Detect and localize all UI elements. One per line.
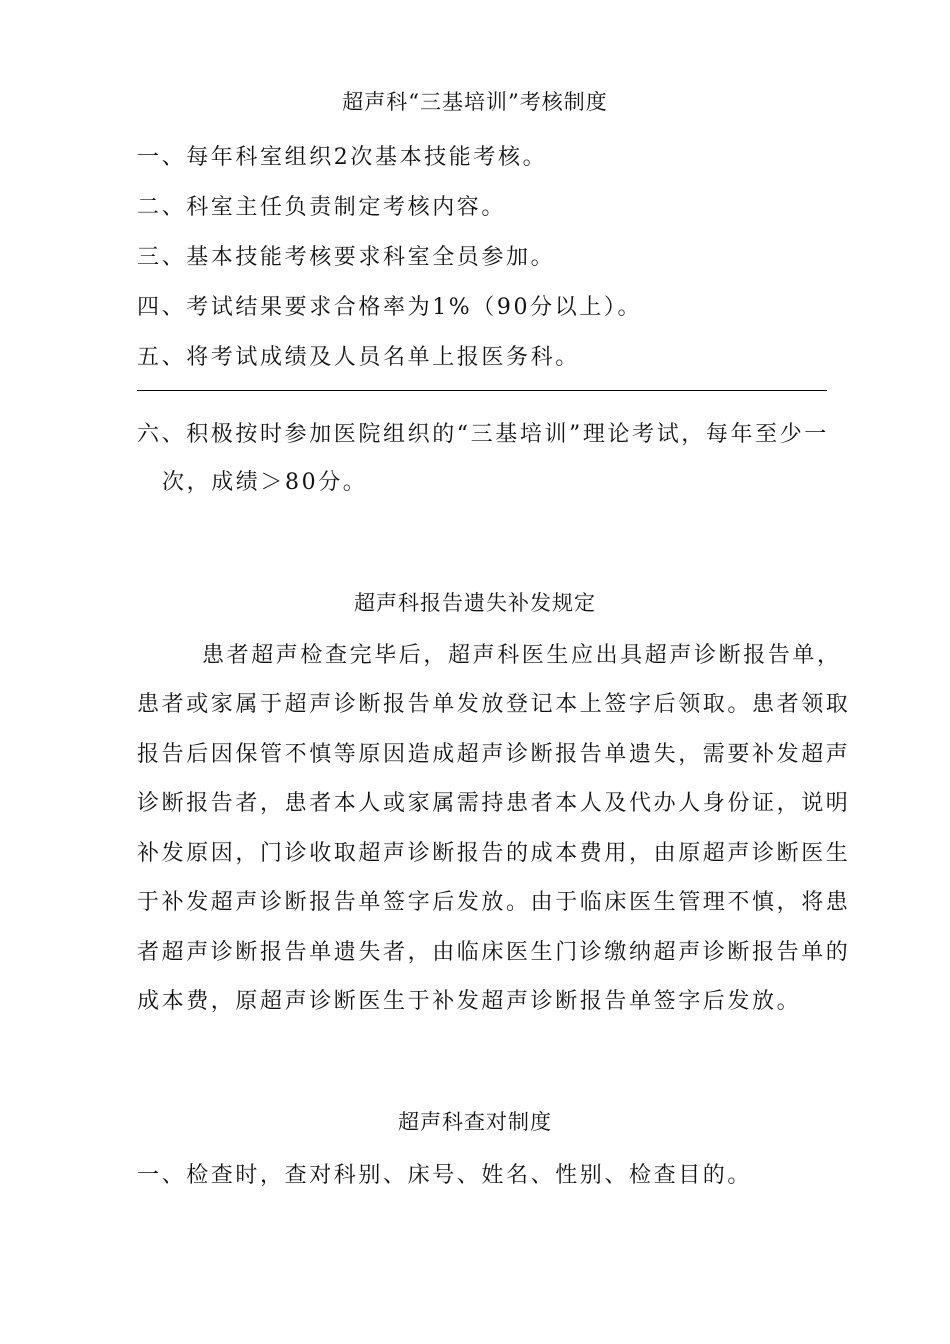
section2-line-5: 补发原因，门诊收取超声诊断报告的成本费用，由原超声诊断医生	[137, 841, 851, 866]
section3-title: 超声科查对制度	[398, 1110, 552, 1134]
section3-item-1: 一、检查时，查对科别、床号、姓名、性别、检查目的。	[137, 1163, 753, 1188]
section2-line-7: 者超声诊断报告单遗失者，由临床医生门诊缴纳超声诊断报告单的	[137, 940, 851, 965]
section1-item-6-line2: 次，成绩＞80分。	[162, 470, 368, 495]
section2-line-8: 成本费，原超声诊断医生于补发超声诊断报告单签字后发放。	[137, 989, 802, 1014]
section2-line-3: 报告后因保管不慎等原因造成超声诊断报告单遗失，需要补发超声	[137, 742, 851, 767]
section1-title: 超声科“三基培训”考核制度	[342, 90, 608, 114]
section1-item-3: 三、基本技能考核要求科室全员参加。	[137, 245, 556, 270]
section1-item-5: 五、将考试成绩及人员名单上报医务科。	[137, 345, 580, 370]
section1-item-2: 二、科室主任负责制定考核内容。	[137, 195, 507, 220]
section1-item-4: 四、考试结果要求合格率为1%（90分以上）。	[137, 295, 643, 320]
section2-title: 超声科报告遗失补发规定	[354, 591, 596, 615]
horizontal-divider	[137, 390, 827, 391]
section2-line-6: 于补发超声诊断报告单签字后发放。由于临床医生管理不慎，将患	[137, 890, 851, 915]
section2-line-4: 诊断报告者，患者本人或家属需持患者本人及代办人身份证，说明	[137, 791, 851, 816]
section1-item-1: 一、每年科室组织2次基本技能考核。	[137, 145, 548, 170]
section2-line-2: 患者或家属于超声诊断报告单发放登记本上签字后领取。患者领取	[137, 692, 851, 717]
section1-item-6-line1: 六、积极按时参加医院组织的“三基培训”理论考试，每年至少一	[137, 422, 829, 447]
section2-line-1: 患者超声检查完毕后，超声科医生应出具超声诊断报告单，	[202, 643, 842, 668]
